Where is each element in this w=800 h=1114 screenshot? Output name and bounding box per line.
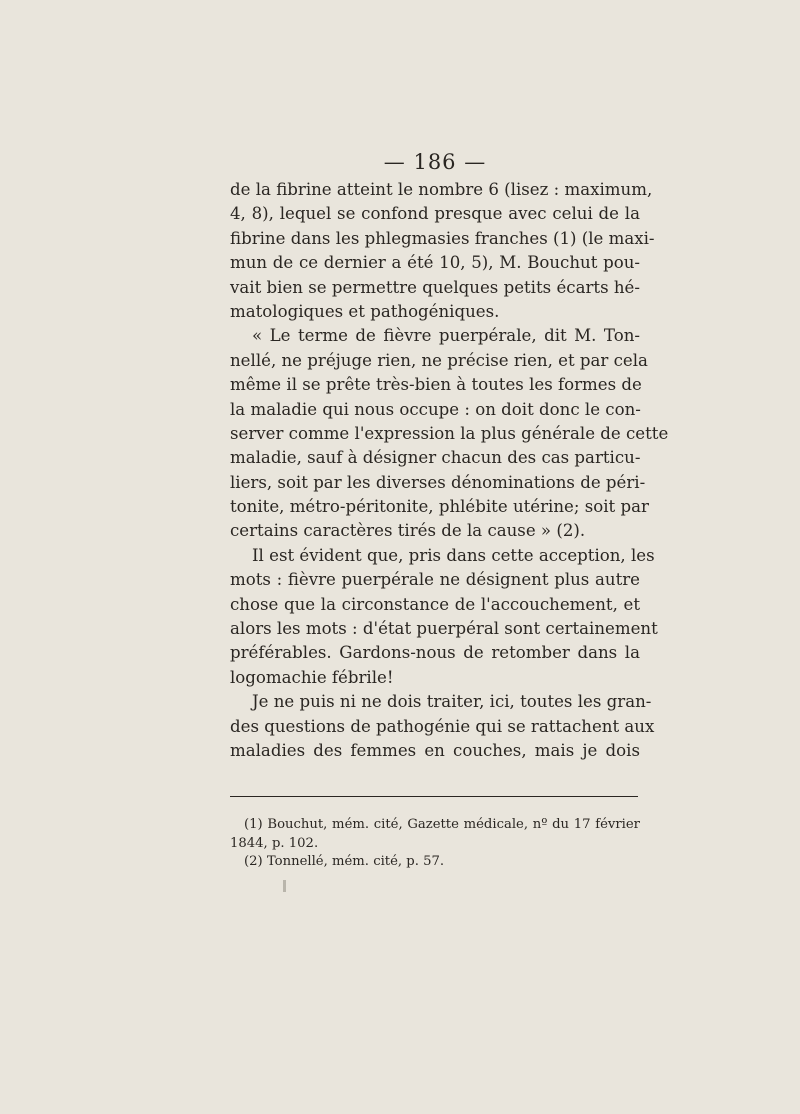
body-line: fibrine dans les phlegmasies franches (1) (le maxi- xyxy=(230,228,655,248)
body-line: même il se prête très-bien à toutes les formes de xyxy=(230,375,642,395)
body-line: chose que la circonstance de l'accouchement, et xyxy=(230,594,640,614)
body-line: tonite, métro-péritonite, phlébite utérine; soit par xyxy=(230,497,649,517)
body-line: vait bien se permettre quelques petits écarts hé- xyxy=(230,277,640,297)
ink-mark xyxy=(283,880,286,892)
body-line: mun de ce dernier a été 10, 5), M. Bouchut pou- xyxy=(230,253,640,273)
body-line: « Le terme de fièvre puerpérale, dit M. Ton- xyxy=(252,326,640,346)
body-line: logomachie fébrile! xyxy=(230,667,394,687)
footnote-line: (1) Bouchut, mém. cité, Gazette médicale, nº du 17 février xyxy=(244,817,640,832)
page-number: — 186 — xyxy=(383,150,487,174)
footnote-divider xyxy=(230,796,638,797)
body-line: Je ne puis ni ne dois traiter, ici, toutes les gran- xyxy=(252,692,652,712)
footnote-line: (2) Tonnellé, mém. cité, p. 57. xyxy=(244,854,445,870)
body-line: Il est évident que, pris dans cette acception, les xyxy=(252,545,655,565)
body-line: nellé, ne préjuge rien, ne précise rien, et par cela xyxy=(230,350,648,370)
body-line: la maladie qui nous occupe : on doit donc le con- xyxy=(230,399,641,419)
body-text xyxy=(230,178,669,763)
body-line: matologiques et pathogéniques. xyxy=(230,301,500,321)
body-line: alors les mots : d'état puerpéral sont certainement xyxy=(230,619,658,639)
body-line: maladie, sauf à désigner chacun des cas particu- xyxy=(230,448,641,468)
body-line: des questions de pathogénie qui se rattachent aux xyxy=(230,716,655,736)
body-line: certains caractères tirés de la cause » (2). xyxy=(230,521,586,541)
body-line: liers, soit par les diverses dénominations de péri- xyxy=(230,472,646,492)
body-line: maladies des femmes en couches, mais je dois xyxy=(230,740,640,760)
footnotes xyxy=(230,816,640,872)
body-line: préférables. Gardons-nous de retomber dans la xyxy=(230,643,640,663)
body-line: de la fibrine atteint le nombre 6 (lisez : maximum, xyxy=(230,180,653,199)
body-line: mots : fièvre puerpérale ne désignent plus autre xyxy=(230,570,640,590)
footnote-line: 1844, p. 102. xyxy=(230,835,319,851)
body-line: 4, 8), lequel se confond presque avec celui de la xyxy=(230,204,640,224)
body-line: server comme l'expression la plus générale de cette xyxy=(230,423,669,443)
